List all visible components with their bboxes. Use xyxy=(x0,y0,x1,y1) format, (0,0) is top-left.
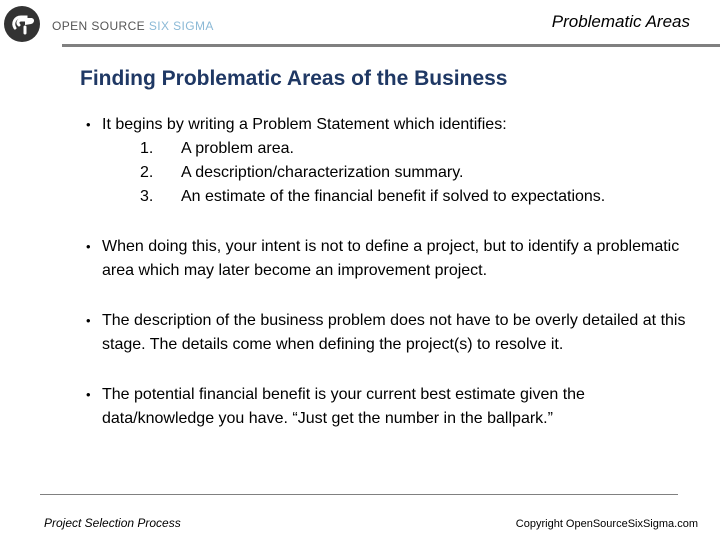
logo xyxy=(4,4,214,44)
logo-text-accent: SIX SIGMA xyxy=(148,19,214,33)
numbered-item xyxy=(102,185,686,209)
numbered-list xyxy=(102,137,686,209)
slide-title: Finding Problematic Areas of the Business xyxy=(80,67,508,90)
logo-text xyxy=(52,19,214,33)
bullet-item: • When doing this, your intent is not to define a project, but to identify a problematic area which may later become an improvement project. xyxy=(86,235,686,283)
numbered-item xyxy=(102,137,686,161)
item-text: A problem area. xyxy=(181,140,294,157)
bullet-list xyxy=(86,113,686,457)
logo-text-main: OPEN SOURCE xyxy=(52,19,149,33)
item-number: 2. xyxy=(140,164,154,181)
header-title: Problematic Areas xyxy=(551,12,690,31)
six-sigma-logo-icon xyxy=(4,6,40,42)
bullet-item: • The description of the business problem does not have to be overly detailed at this stage. The details come when defining the project(s) to resolve it. xyxy=(86,309,686,357)
footer-copyright: Copyright OpenSource​SixSigma.com xyxy=(515,518,698,530)
bullet-text: It begins by writing a Problem Statement which identifies: xyxy=(102,116,507,133)
item-number: 3. xyxy=(140,188,154,205)
bullet-item xyxy=(86,113,686,209)
footer-divider xyxy=(40,494,678,495)
footer-title: Project Selection Process xyxy=(44,516,181,530)
header-divider xyxy=(62,44,720,47)
item-number: 1. xyxy=(140,140,154,157)
bullet-item: • The potential financial benefit is your current best estimate given the data/knowledge you have. “Just get the number in the ballpark.” xyxy=(86,383,686,431)
item-text: A description/characterization summary. xyxy=(181,164,464,181)
numbered-item xyxy=(102,161,686,185)
item-text: An estimate of the financial benefit if solved to expectations. xyxy=(181,188,606,205)
